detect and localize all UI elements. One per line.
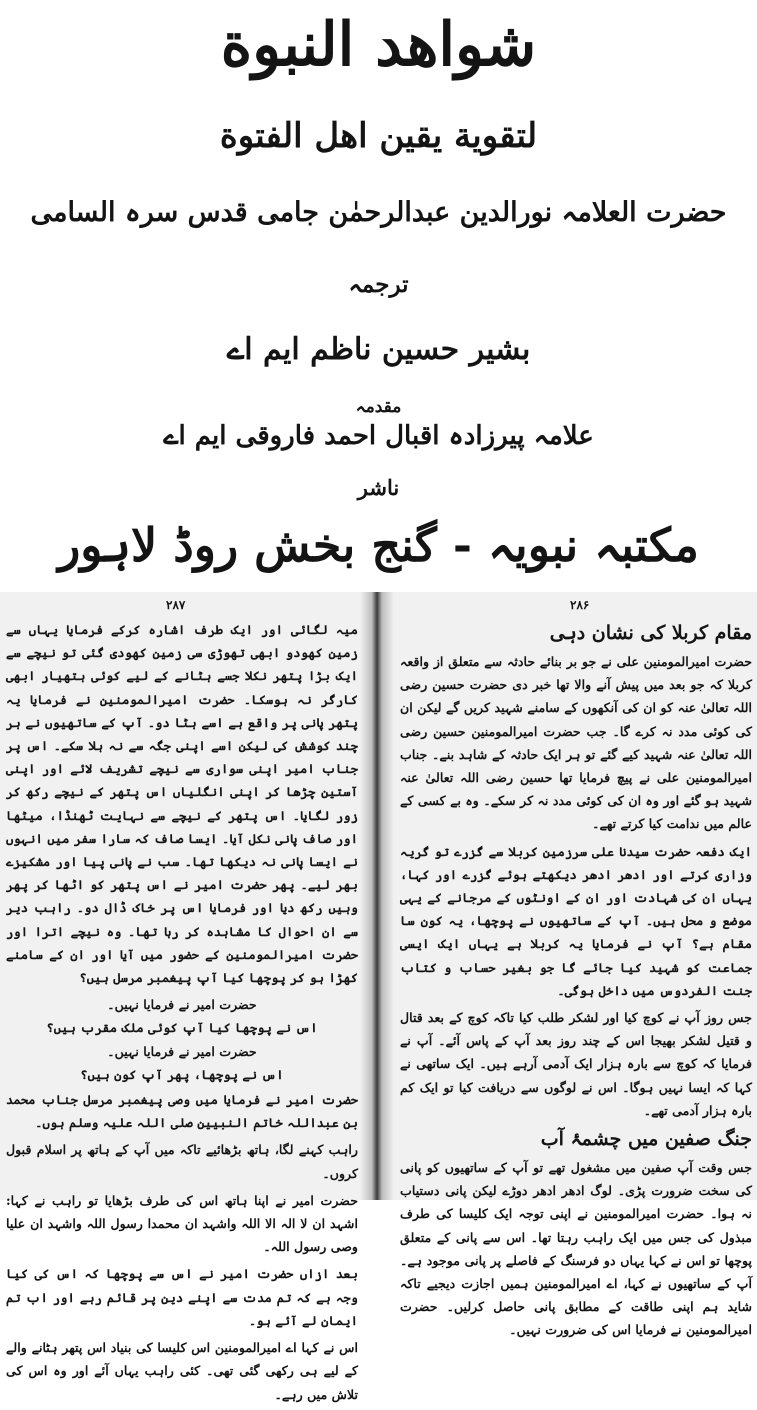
page-text: [400, 618, 752, 1346]
section-heading: مقام کربلا کی نشان دہی: [549, 622, 752, 644]
paragraph: اس نے کہا اے امیرالمومنین اس کلیسا کی بنیاد اس پتھر ہٹانے والے کے لیے ہی رکھی گئی تھی۔ کئی راہب یہاں آئے اور وہ اس کی تلاش میں رہے۔: [6, 1340, 358, 1402]
page-number: ۲۸۶: [570, 598, 590, 612]
paragraph: میہ لگائی اور ایک طرف اشارہ کرکے فرمایا یہاں سے زمین کھودو ابھی تھوڑی سی زمین کھودی گئی تو نیچے سے ایک بڑا پتھر نکلا جسے ہٹانے کے لیے کوئی ہتھیار ابھی کارگر نہ ہوسکا۔ حضرت امیرالمومنین نے فرمایا یہ پتھر پانی پر واقع ہے اسے ہٹا دو۔ آپ کے ساتھیوں نے ہر چند کوشش کی لیکن اسے اپنی جگہ سے نہ ہلا سکے۔ اس پر جناب امیر اپنی سواری سے نیچے تشریف لائے اور اپنی آستین چڑھا کر اپنی انگلیاں اس پتھر کے نیچے رکھ کر زور لگایا۔ اس پتھر کے نیچے سے نہایت ٹھنڈا، میٹھا اور صاف پانی نکل آیا۔ ایسا صاف کہ سارا سفر میں انہوں نے ایسا پانی نہ دیکھا تھا۔ سب نے پانی پیا اور مشکیزے بھر لیے۔ پھر حضرت امیر نے اس پتھر کو اٹھا کر پھر وہیں رکھ دیا اور فرمایا اس پر خاک ڈال دو۔ راہب دیر سے ان احوال کا مشاہدہ کر رہا تھا۔ وہ نیچے اترا اور حضرت امیرالمومنین کے حضور میں آیا اور ان کے سامنے کھڑا ہو کر پوچھا کیا آپ پیغمبر مرسل ہیں؟: [6, 622, 358, 986]
section-heading: جنگ صفین میں چشمۂ آب: [540, 1128, 752, 1151]
left-page: [6, 592, 358, 1402]
dialog-block: [6, 993, 358, 1086]
author-line: حضرت العلامہ نورالدین عبدالرحمٰن جامی قدس سرہ السامی: [30, 197, 727, 228]
dialog-line: اس نے پوچھا کیا آپ کوئی ملک مقرب ہیں؟: [46, 1020, 318, 1036]
introduction-label: مقدمہ: [355, 397, 402, 417]
paragraph: حضرت امیر نے اپنا ہاتھ اس کی طرف بڑھایا تو راہب نے کہا: اشہد ان لا الہ الا اللہ واشہد ان محمدا رسول اللہ واشہد ان علیا وصی رسول اللہ۔: [6, 1192, 358, 1255]
publisher-label: ناشر: [357, 475, 400, 500]
translation-label: ترجمہ: [348, 271, 409, 298]
paragraph: حضرت امیر نے فرمایا میں وصی پیغمبر مرسل جناب محمد بن عبداللہ خاتم النبیین صلی اللہ علیہ وسلم ہوں۔: [6, 1092, 358, 1131]
dialog-line: اس نے پوچھا، پھر آپ کون ہیں؟: [80, 1066, 284, 1082]
paragraph: حضرت امیرالمومنین علی نے جو بر بنائے حادثہ سے متعلق از واقعہ کربلا کہ جو بعد میں پیش آنے والا تھا خبر دی حضرت حسین رضی اللہ تعالیٰ عنہ کو ان کی آنکھوں کے سامنے شہید کریں گے لیکن ان کی کوئی مدد نہ کرے گا۔ جب حضرت امیرالمومنین حسین رضی اللہ تعالیٰ عنہ شہید کیے گئے تو ہر ایک حادثہ کے شاہد بنے۔ جناب امیرالمومنین علی نے پیچ فرمایا تھا حسین رضی اللہ تعالیٰ عنہ شہید ہو گئے اور وہ ان کی کوئی مدد نہ کر سکے۔ وہ بے کسی کے عالم میں ندامت کیا کرتے تھے۔: [400, 654, 752, 832]
paragraph: ایک دفعہ حضرت سیدنا علی سرزمین کربلا سے گزرے تو گریہ وزاری کرتے اور ادھر ادھر دیکھتے ہوئے گزرے اور کہا، یہاں ان کی شہادت اور ان کے اونٹوں کے مرجانے کے یہی موضع و محل ہیں۔ آپ کے ساتھیوں نے پوچھا، یہ کون سا مقام ہے؟ آپ نے فرمایا یہ کربلا ہے یہاں ایک ایسی جماعت کو شہید کیا جائے گا جو بغیر حساب و کتاب جنت الفردوس میں داخل ہوگی۔: [400, 843, 752, 998]
paragraph: راہب کہنے لگا، ہاتھ بڑھائیے تاکہ میں آپ کے ہاتھ پر اسلام قبول کروں۔: [6, 1142, 358, 1181]
dialog-line: حضرت امیر نے فرمایا نہیں۔: [107, 997, 257, 1013]
page-text: [6, 618, 358, 1410]
book-subtitle: لتقوية يقين اهل الفتوة: [219, 116, 538, 156]
title-page: [0, 0, 757, 590]
publisher-name: مکتبہ نبویہ - گنج بخش روڈ لاہور: [58, 518, 699, 572]
paragraph: جس وقت آپ صفین میں مشغول تھے تو آپ کے ساتھیوں کو پانی کی سخت ضرورت پڑی۔ لوگ ادھر ادھر دوڑے لیکن پانی دستیاب نہ ہوا۔ حضرت امیرالمومنین نے اپنی توجہ ایک کلیسا کی طرف مبذول کی جس میں ایک راہب رہتا تھا۔ اس سے پانی کے متعلق پوچھا تو اس نے کہا یہاں دو فرسنگ کے فاصلے پر پانی موجود ہے۔ آپ کے ساتھیوں نے کہا، اے امیرالمومنین ہمیں اجازت دیجیے تاکہ شاید ہم اپنی طاقت کے مطابق پانی حاصل کرلیں۔ حضرت امیرالمومنین نے فرمایا اس کی ضرورت نہیں۔: [400, 1160, 752, 1338]
translator-name: بشیر حسین ناظم ایم اے: [226, 332, 531, 367]
paragraph: بعد ازاں حضرت امیر نے اس سے پوچھا کہ اس کی کیا وجہ ہے کہ تم مدت سے اپنے دین پر قائم رہے اور اب تم ایمان لے آئے ہو۔: [6, 1266, 358, 1328]
right-page: [400, 592, 752, 1338]
introduction-author: علامہ پیرزادہ اقبال احمد فاروقی ایم اے: [163, 421, 594, 451]
book-spread: [0, 592, 757, 1402]
paragraph: جس روز آپ نے کوچ کیا اور لشکر طلب کیا تاکہ کوچ کے بعد قتال و قتیل لشکر بھیجا اس کے چند روز بعد آپ کے پاس آئے۔ آپ نے فرمایا کہ کوچ سے بارہ ہزار ایک آدمی آرہے ہیں۔ ایک ساتھی نے کہا کہ ایسا نہیں ہوگا۔ اس نے لوگوں سے دریافت کیا تو ایک کم بارہ ہزار آدمی تھے۔: [400, 1010, 752, 1118]
dialog-line: حضرت امیر نے فرمایا نہیں۔: [107, 1043, 257, 1059]
book-gutter: [360, 592, 394, 1200]
book-title: شواهد النبوة: [220, 10, 537, 80]
page-number: ۲۸۷: [166, 598, 186, 612]
